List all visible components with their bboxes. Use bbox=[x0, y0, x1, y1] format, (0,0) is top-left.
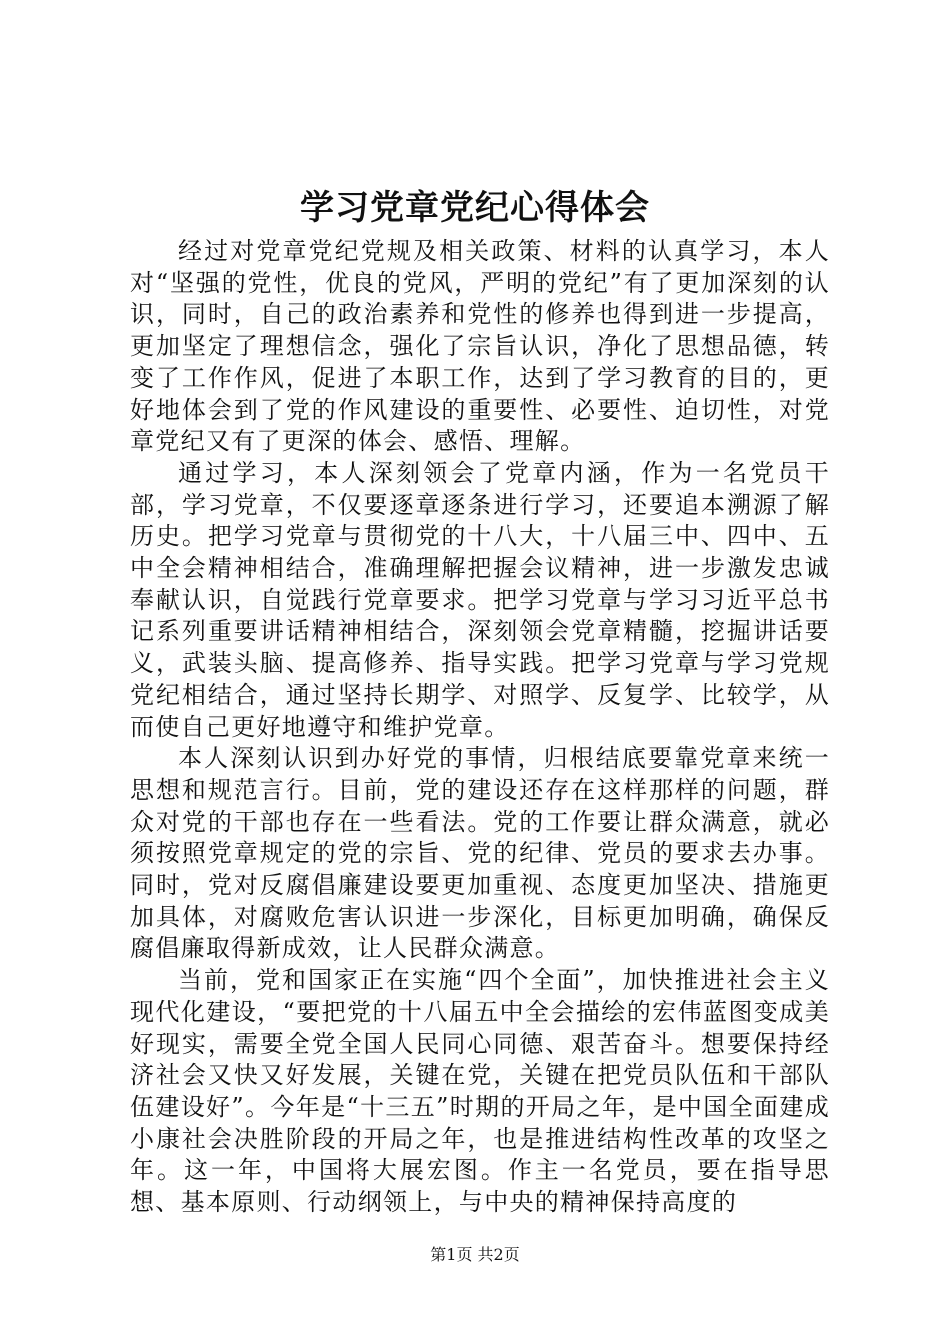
paragraph-2: 通过学习，本人深刻领会了党章内涵，作为一名党员干部，学习党章，不仅要逐章逐条进行学习，还要追本溯源了解历史。把学习党章与贯彻党的十八大，十八届三中、四中、五中全会精神相结合，准确理解把握会议精神，进一步激发忠诚奉献认识，自觉践行党章要求。把学习党章与学习习近平总书记系列重要讲话精神相结合，深刻领会党章精髓，挖掘讲话要义，武装头脑、提高修养、指导实践。把学习党章与学习党规党纪相结合，通过坚持长期学、对照学、反复学、比较学，从而使自己更好地遵守和维护党章。 bbox=[130, 458, 830, 741]
paragraph-4: 当前，党和国家正在实施“四个全面”，加快推进社会主义现代化建设，“要把党的十八届五中全会描绘的宏伟蓝图变成美好现实，需要全党全国人民同心同德、艰苦奋斗。想要保持经济社会又快又好发展，关键在党，关键在把党员队伍和干部队伍建设好”。今年是“十三五”时期的开局之年，是中国全面建成小康社会决胜阶段的开局之年，也是推进结构性改革的攻坚之年。这一年，中国将大展宏图。作主一名党员，要在指导思想、基本原则、行动纲领上，与中央的精神保持高度的 bbox=[130, 966, 830, 1217]
paragraph-1: 经过对党章党纪党规及相关政策、材料的认真学习，本人对“坚强的党性，优良的党风，严明的党纪”有了更加深刻的认识，同时，自己的政治素养和党性的修养也得到进一步提高，更加坚定了理想信念，强化了宗旨认识，净化了思想品德，转变了工作作风，促进了本职工作，达到了学习教育的目的，更好地体会到了党的作风建设的重要性、必要性、迫切性，对党章党纪又有了更深的体会、感悟、理解。 bbox=[130, 237, 830, 456]
page-number-footer: 第1页 共2页 bbox=[430, 1245, 520, 1264]
document-title: 学习党章党纪心得体会 bbox=[300, 188, 650, 228]
paragraph-3: 本人深刻认识到办好党的事情，归根结底要靠党章来统一思想和规范言行。目前，党的建设还存在这样那样的问题，群众对党的干部也存在一些看法。党的工作要让群众满意，就必须按照党章规定的党的宗旨、党的纪律、党员的要求去办事。同时，党对反腐倡廉建设要更加重视、态度更加坚决、措施更加具体，对腐败危害认识进一步深化，目标更加明确，确保反腐倡廉取得新成效，让人民群众满意。 bbox=[130, 744, 830, 963]
document-body bbox=[130, 236, 830, 1219]
